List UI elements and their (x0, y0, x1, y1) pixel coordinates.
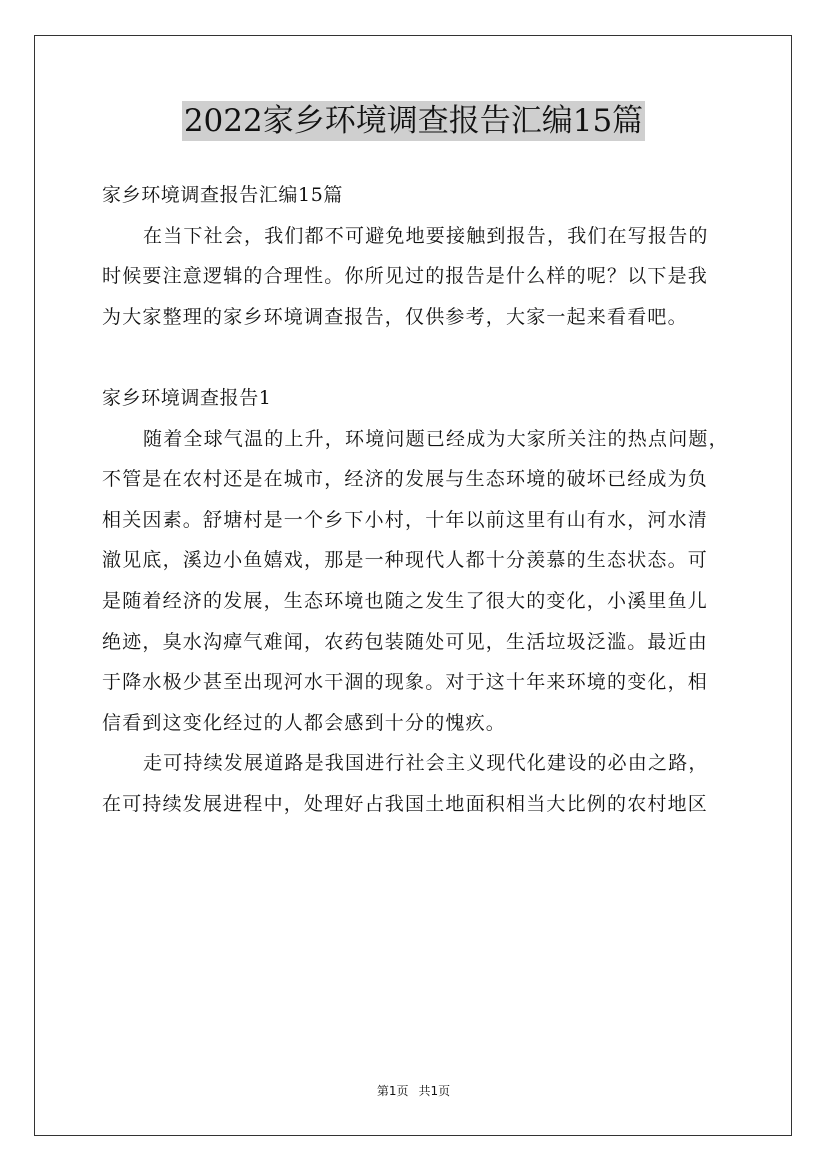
paragraph-line: 走可持续发展道路是我国进行社会主义现代化建设的必由之路， (143, 752, 709, 775)
document-title: 2022家乡环境调查报告汇编15篇 (183, 103, 644, 139)
section-heading: 家乡环境调查报告1 (102, 386, 272, 409)
document-body (102, 175, 727, 825)
paragraph-line: 随着全球气温的上升，环境问题已经成为大家所关注的热点问题， (143, 427, 729, 450)
document-subtitle: 家乡环境调查报告汇编15篇 (102, 184, 343, 206)
intro-line: 时候要注意逻辑的合理性。你所见过的报告是什么样的呢？以下是我 (102, 265, 709, 288)
intro-line: 在当下社会，我们都不可避免地要接触到报告，我们在写报告的 (143, 224, 709, 247)
paragraph-line: 信看到这变化经过的人都会感到十分的愧疚。 (102, 711, 507, 734)
title-container (0, 101, 827, 141)
paragraph-line: 在可持续发展进程中，处理好占我国土地面积相当大比例的农村地区 (102, 792, 709, 815)
paragraph-line: 是随着经济的发展，生态环境也随之发生了很大的变化，小溪里鱼儿 (102, 589, 709, 612)
paragraph-line: 相关因素。舒塘村是一个乡下小村，十年以前这里有山有水，河水清 (102, 508, 709, 531)
page-number-total: 共1页 (418, 1084, 451, 1098)
page-number-current: 第1页 (376, 1084, 409, 1098)
page-footer (0, 1083, 827, 1099)
paragraph-line: 绝迹，臭水沟瘴气难闻，农药包装随处可见，生活垃圾泛滥。最近由 (102, 630, 709, 653)
intro-line: 为大家整理的家乡环境调查报告，仅供参考，大家一起来看看吧。 (102, 305, 688, 328)
paragraph-line: 不管是在农村还是在城市，经济的发展与生态环境的破坏已经成为负 (102, 468, 709, 491)
paragraph-line: 于降水极少甚至出现河水干涸的现象。对于这十年来环境的变化，相 (102, 671, 709, 694)
blank-spacer (102, 337, 727, 378)
paragraph-line: 澈见底，溪边小鱼嬉戏，那是一种现代人都十分羡慕的生态状态。可 (102, 549, 709, 572)
